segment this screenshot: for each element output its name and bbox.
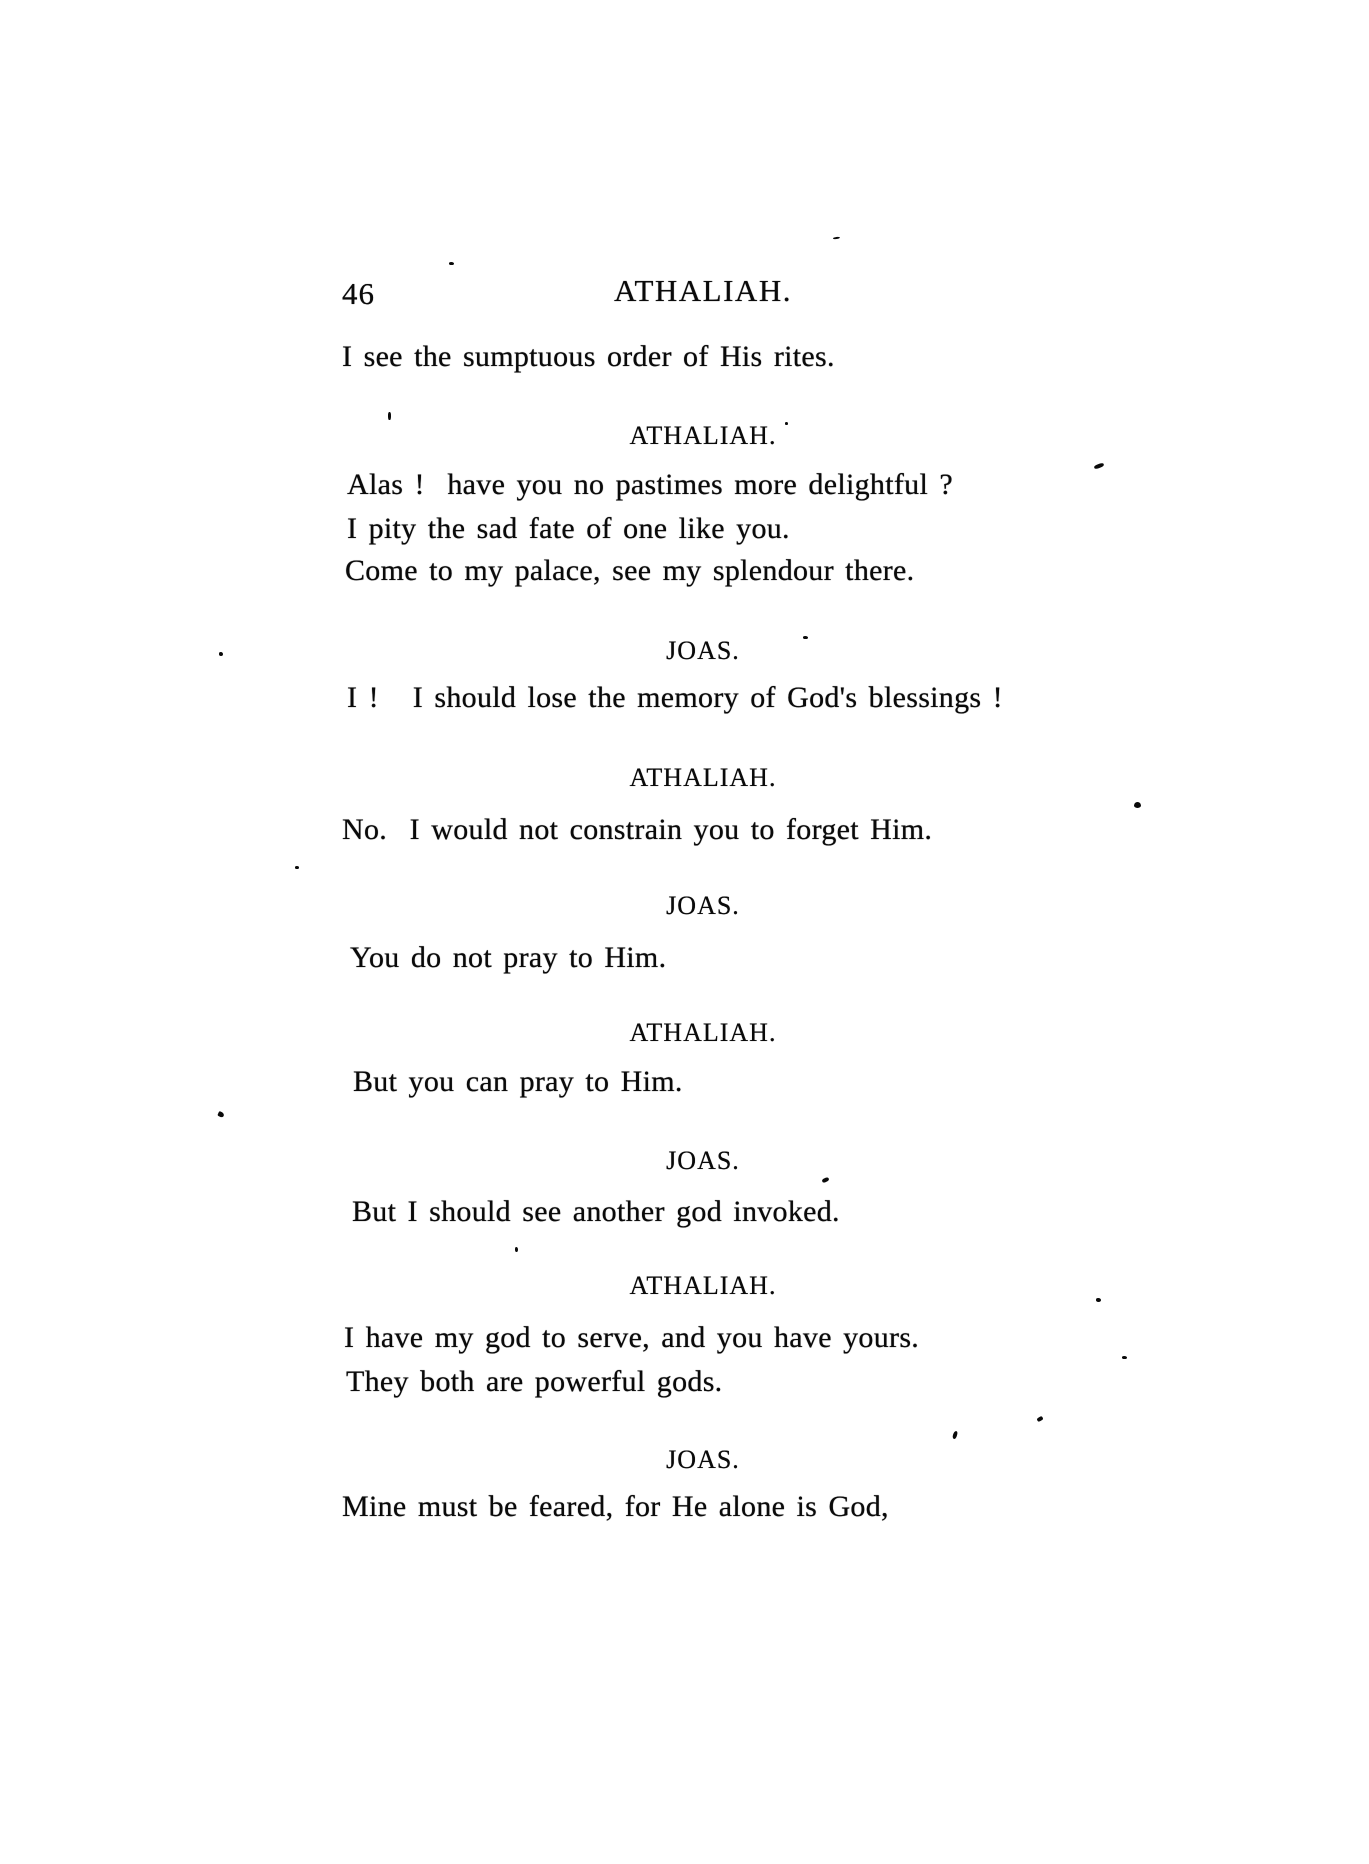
dialogue-line: Come to my palace, see my splendour there. <box>345 554 915 587</box>
dialogue-line: I ! I should lose the memory of God's blessings ! <box>347 681 1003 714</box>
ink-speck <box>1094 462 1105 469</box>
page-number: 46 <box>342 276 375 311</box>
speaker-label-athaliah: ATHALIAH. <box>629 763 777 792</box>
running-header: ATHALIAH. <box>614 273 792 308</box>
ink-speck <box>833 237 840 240</box>
ink-speck <box>1096 1298 1101 1302</box>
ink-speck <box>515 1247 518 1252</box>
ink-speck <box>219 652 223 656</box>
dialogue-line: I have my god to serve, and you have yours. <box>344 1321 920 1354</box>
ink-speck <box>1134 802 1141 808</box>
ink-speck <box>217 1111 225 1118</box>
dialogue-line: But I should see another god invoked. <box>352 1195 840 1228</box>
dialogue-line: I see the sumptuous order of His rites. <box>342 340 835 373</box>
speaker-label-joas: JOAS. <box>666 1146 740 1175</box>
ink-speck <box>1122 1356 1127 1359</box>
dialogue-line: They both are powerful gods. <box>346 1365 723 1398</box>
ink-speck <box>803 636 808 639</box>
speaker-label-joas: JOAS. <box>666 891 740 920</box>
speaker-label-athaliah: ATHALIAH. <box>629 421 777 450</box>
ink-speck <box>1036 1416 1043 1422</box>
speaker-label-joas: JOAS. <box>666 1445 740 1474</box>
ink-speck <box>295 866 299 869</box>
dialogue-line: But you can pray to Him. <box>353 1065 683 1098</box>
dialogue-line: Mine must be feared, for He alone is God, <box>342 1490 889 1523</box>
dialogue-line: Alas ! have you no pastimes more delightful ? <box>347 468 953 501</box>
dialogue-line: No. I would not constrain you to forget Him. <box>342 813 933 846</box>
ink-speck <box>821 1177 829 1184</box>
ink-speck <box>952 1431 958 1440</box>
speaker-label-athaliah: ATHALIAH. <box>629 1018 777 1047</box>
dialogue-line: You do not pray to Him. <box>350 941 667 974</box>
ink-speck <box>388 412 391 420</box>
ink-speck <box>785 422 788 425</box>
ink-speck <box>449 262 454 265</box>
speaker-label-joas: JOAS. <box>666 636 740 665</box>
dialogue-line: I pity the sad fate of one like you. <box>347 512 790 545</box>
speaker-label-athaliah: ATHALIAH. <box>629 1271 777 1300</box>
